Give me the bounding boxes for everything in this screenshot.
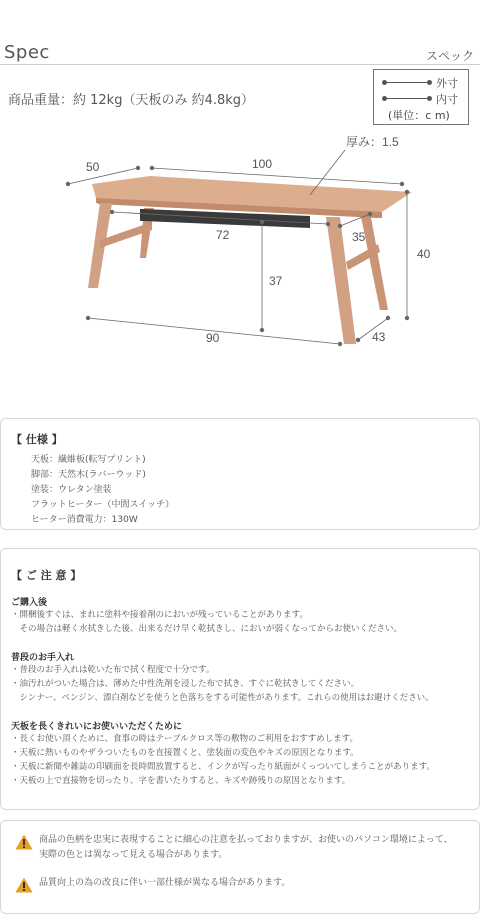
legend-outer-label: 外寸 [436,77,458,90]
back-right-leg [360,212,388,310]
warning-text: 実際の色とは異なって見える場合があります。 [39,850,228,860]
spec-box [0,418,480,530]
care-line: ・長くお使い頂くために、食事の時はテーブルクロス等の敷物のご利用をおすすめします。 [11,734,358,744]
depth-label: 50 [86,160,100,174]
inner-width-label: 72 [216,228,230,242]
warning-item [15,833,453,863]
warning-text: 商品の色柄を忠実に表現することに細心の注意を払っておりますが、お使いのパソコン環境によって、 [39,835,453,845]
care-line: ・油汚れがついた場合は、薄めた中性洗剤を浸した布で拭き、すぐに乾拭きしてください。 [11,679,360,689]
spec-heading: 【 仕様 】 [11,433,63,446]
header-divider [0,64,480,65]
care-box [0,548,480,810]
warning-icon [15,834,33,850]
spec-list [31,453,469,528]
spec-line: フラットヒーター（中間スイッチ） [31,500,175,510]
outer-line-icon [384,82,430,83]
inner-line-icon [384,98,430,99]
warning-icon [15,877,33,893]
height-label: 40 [417,247,431,261]
dimension-legend [373,69,469,125]
legend-inner-label: 内寸 [436,93,458,106]
care-section-title: 普段のお手入れ [11,653,75,663]
spec-line: 脚部：天然木(ラバーウッド) [31,470,146,480]
care-line: ・開梱後すぐは、まれに塗料や接着剤のにおいが残っていることがあります。 [11,610,308,620]
care-line: ・天板に熱いものやザラついたものを直接置くと、塗装面の変色やキズの原因となります。 [11,748,359,758]
care-section-title: ご購入後 [11,598,48,608]
warning-box [0,820,480,914]
warning-item [15,876,290,891]
care-line: その場合は軽く水拭きした後、出来るだけ早く乾拭きし、においが弱くなってからお使いください。 [11,624,403,634]
warning-text: 品質向上の為の改良に伴い一部仕様が異なる場合があります。 [39,878,291,888]
care-section-title: 天板を長くきれいにお使いいただくために [11,722,183,732]
care-line: ・天板の上で直接物を切ったり、字を書いたりすると、キズや跡残りの原因となります。 [11,776,351,786]
care-line: シンナー、ベンジン、漂白剤などを使うと色落ちをする可能性があります。これらの使用はお避けください。 [11,693,434,703]
table-diagram [0,128,480,360]
care-line: ・天板に新聞や雑誌の印刷面を長時間放置すると、インクが写ったり紙面がくっついてしまうことがあります。 [11,762,435,772]
spec-line: 塗装：ウレタン塗装 [31,485,112,495]
leg-span-depth-label: 43 [372,330,386,344]
inner-height-label: 37 [269,274,283,288]
spec-subtitle: スペック [425,49,474,63]
spec-line: ヒーター消費電力：130W [31,515,138,525]
care-line: ・普段のお手入れは乾いた布で拭く程度で十分です。 [11,665,215,675]
care-heading: 【 ご 注 意 】 [11,569,82,582]
legend-unit: (単位：c m) [388,109,450,122]
spec-title: Spec [4,42,50,63]
spec-line: 天板：繊維板(転写プリント) [31,455,146,465]
thickness-label: 厚み：1.5 [346,135,399,149]
product-weight: 商品重量：約 12kg（天板のみ 約4.8kg） [8,93,255,108]
leg-span-width-label: 90 [206,331,220,345]
width-label: 100 [252,157,273,171]
inner-depth-label: 35 [352,230,366,244]
